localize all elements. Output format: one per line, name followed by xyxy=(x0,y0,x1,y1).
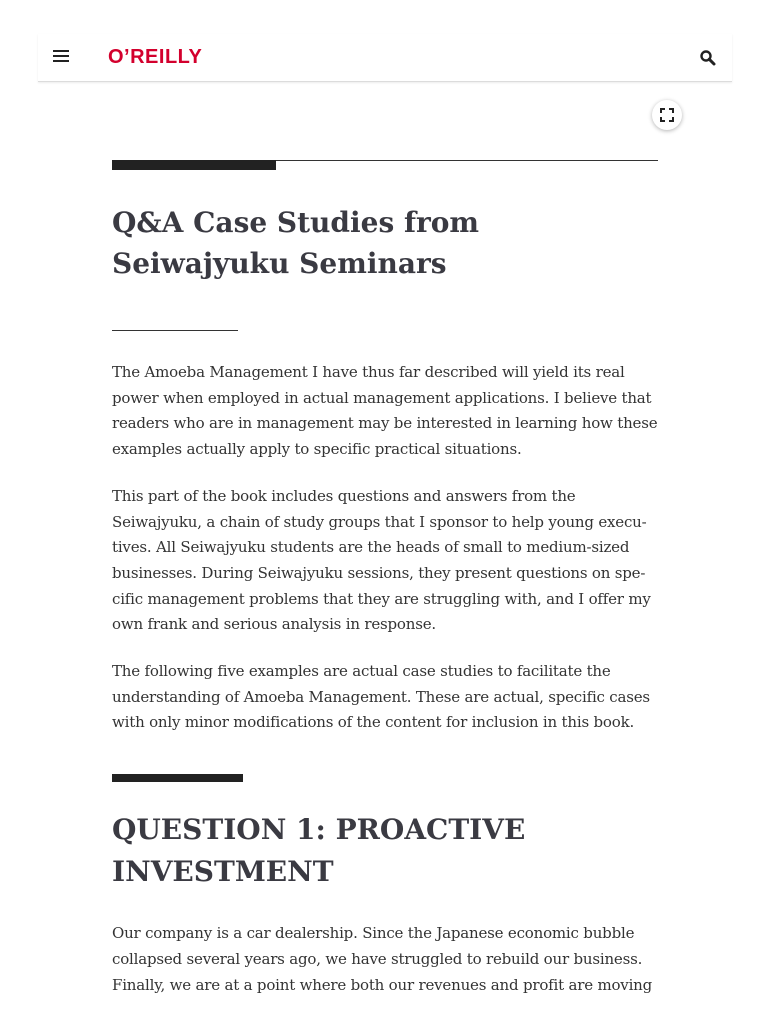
chapter-paragraph: The Amoeba Management I have thus far described will yield its real power when employed in actual management applications. I believe that readers who are in management may be interested in learning how these examples actually apply to specific practical situations. xyxy=(112,363,658,459)
fullscreen-icon xyxy=(660,108,674,122)
top-navigation-bar xyxy=(38,34,732,82)
section-heading: QUESTION 1: PROACTIVE INVESTMENT xyxy=(112,813,526,889)
fullscreen-button[interactable] xyxy=(652,100,682,130)
chapter-divider xyxy=(112,160,658,170)
title-underline xyxy=(112,330,238,331)
book-content xyxy=(112,160,658,998)
oreilly-logo[interactable]: O’REILLY xyxy=(108,46,203,68)
chapter-title: Q&A Case Studies from Seiwajyuku Seminars xyxy=(112,206,480,280)
chapter-paragraph: The following five examples are actual case studies to facilitate the understanding of Amoeba Management. These are actual, specific cases with only minor modifications of the content for inclusion in this book. xyxy=(112,662,650,732)
section-divider xyxy=(112,774,243,782)
section-paragraph: Our company is a car dealership. Since the Japanese economic bubble collapsed several years ago, we have struggled to rebuild our business. Finally, we are at a point where both our revenues and profit are moving xyxy=(112,924,653,994)
chapter-paragraph: This part of the book includes questions and answers from the Seiwajyuku, a chain of study groups that I sponsor to help young executives. All Seiwajyuku students are the heads of small to medium-sized businesses. During Seiwajyuku sessions, they present questions on specific management problems that they are struggling with, and I offer my own frank and serious analysis in response. xyxy=(112,486,651,634)
search-icon[interactable] xyxy=(699,49,717,67)
hamburger-menu-icon[interactable] xyxy=(53,50,69,64)
